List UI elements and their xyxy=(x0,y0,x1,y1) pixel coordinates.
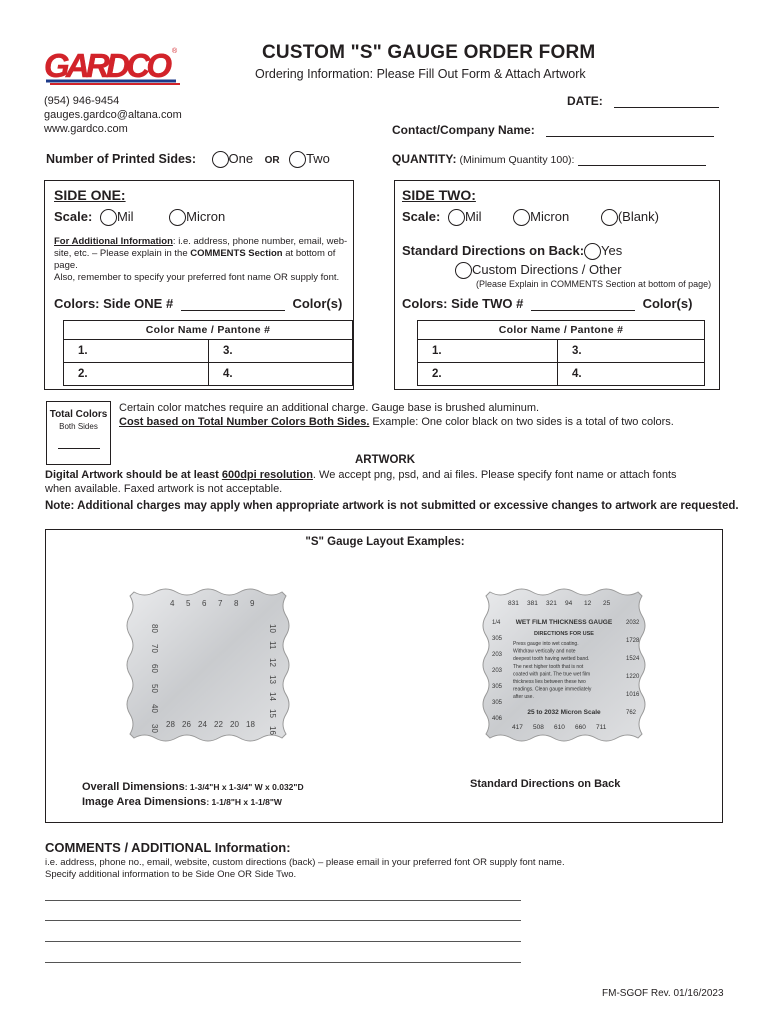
side-two-blank-radio[interactable] xyxy=(601,209,618,226)
mil-label: Mil xyxy=(464,209,482,224)
quantity-label: QUANTITY: xyxy=(392,152,457,166)
sides-two-radio[interactable] xyxy=(289,151,306,168)
color-cell[interactable]: 2. xyxy=(418,363,558,386)
page-subtitle: Ordering Information: Please Fill Out Form & Attach Artwork xyxy=(255,67,586,81)
side-two-colors-row xyxy=(402,296,692,311)
company-field[interactable] xyxy=(546,125,714,137)
gauge-example-side-two xyxy=(478,584,650,746)
gauge2-direction-line: Press gauge into wet coating. xyxy=(513,641,579,647)
side-two-title: SIDE TWO: xyxy=(402,187,476,203)
gauge2-bottom-tick: 660 xyxy=(575,724,586,731)
gauge1-right-tick: 10 xyxy=(268,624,277,633)
website: www.gardco.com xyxy=(44,123,128,135)
gauge1-left-tick: 40 xyxy=(150,704,159,713)
directions-yes-label: Yes xyxy=(601,243,623,258)
gauge1-top-tick: 6 xyxy=(202,599,207,608)
gauge2-direction-line: The next higher tooth that is not xyxy=(513,663,584,670)
side-two-micron-radio[interactable] xyxy=(513,209,530,226)
email: gauges.gardco@altana.com xyxy=(44,109,182,121)
colors-suffix: Color(s) xyxy=(292,296,343,311)
side-one-title: SIDE ONE: xyxy=(54,187,126,203)
quantity-row xyxy=(392,152,706,166)
gauge2-right-tick: 1016 xyxy=(626,692,640,698)
gauge2-top-tick: 321 xyxy=(546,600,557,607)
total-colors-field[interactable] xyxy=(58,431,100,449)
gauge2-top-tick: 831 xyxy=(508,600,519,607)
comments-line-field[interactable] xyxy=(45,900,521,901)
gauge1-bottom-tick: 18 xyxy=(246,720,255,729)
side-one-info xyxy=(54,236,354,284)
custom-directions-row xyxy=(455,262,622,279)
comments-title: COMMENTS / ADDITIONAL Information: xyxy=(45,840,291,855)
gauge2-left-tick: 203 xyxy=(492,652,503,658)
side-one-scale xyxy=(54,209,225,226)
side-two-colors-field[interactable] xyxy=(531,299,635,311)
gauge1-left-tick: 30 xyxy=(150,724,159,733)
side-two-scale xyxy=(402,209,659,226)
gauge2-direction-line: after use. xyxy=(513,694,534,701)
gauge2-right-tick: 1524 xyxy=(626,656,640,662)
color-cell[interactable]: 3. xyxy=(558,340,705,363)
scale-label: Scale: xyxy=(54,209,93,224)
gauge1-right-tick: 15 xyxy=(268,709,277,718)
gauge2-direction-line: readings. Clean gauge immediately xyxy=(513,686,592,693)
gauge1-bottom-tick: 20 xyxy=(230,720,239,729)
gauge-example-side-one xyxy=(122,584,294,746)
gauge2-subtitle: DIRECTIONS FOR USE xyxy=(534,631,594,637)
gauge2-bottom-tick: 508 xyxy=(533,724,544,731)
comments-help xyxy=(45,857,565,881)
sides-one-label: One xyxy=(228,151,254,166)
gauge1-top-tick: 4 xyxy=(170,599,175,608)
gauge2-direction-line: deepest tooth having wetted band. xyxy=(513,656,590,663)
artwork-resolution: 600dpi resolution xyxy=(221,469,313,481)
gauge2-top-tick: 25 xyxy=(603,600,611,607)
gauge1-left-tick: 70 xyxy=(150,644,159,653)
gauge1-top-tick: 5 xyxy=(186,599,191,608)
gauge1-right-tick: 13 xyxy=(268,675,277,684)
gardco-logo xyxy=(42,45,180,91)
gauge1-top-tick: 9 xyxy=(250,599,255,608)
artwork-heading: ARTWORK xyxy=(354,454,416,466)
comments-line-field[interactable] xyxy=(45,920,521,921)
info-text-2a: site, etc. – Please explain in the xyxy=(54,248,191,259)
gauge2-right-tick: 762 xyxy=(626,710,637,716)
color-cell[interactable]: 4. xyxy=(209,363,353,386)
sides-row xyxy=(46,151,330,168)
standard-directions-caption: Standard Directions on Back xyxy=(470,778,621,790)
artwork-line1-bold: Digital Artwork should be at least xyxy=(45,469,222,481)
sides-one-radio[interactable] xyxy=(212,151,229,168)
color-cell[interactable]: 2. xyxy=(64,363,209,386)
gauge1-top-tick: 8 xyxy=(234,599,239,608)
directions-label: Standard Directions on Back: xyxy=(402,243,585,258)
colors-label: Colors: Side TWO # xyxy=(402,296,524,311)
gauge2-direction-line: thickness lies between these two xyxy=(513,679,586,685)
gauge2-left-tick: 305 xyxy=(492,700,503,706)
info-text-2c: at bottom of page. xyxy=(54,248,336,271)
gauge2-left-tick: 203 xyxy=(492,668,503,674)
gauge1-bottom-tick: 22 xyxy=(214,720,223,729)
comments-line1: i.e. address, phone no., email, website, custom directions (back) – please email in your preferred font OR supply font name. xyxy=(45,857,565,868)
form-revision: FM-SGOF Rev. 01/16/2023 xyxy=(602,988,724,999)
quantity-note: (Minimum Quantity 100): xyxy=(459,154,575,166)
overall-dimensions-value: : 1-3/4"H x 1-3/4" W x 0.032"D xyxy=(184,782,304,792)
total-colors-text xyxy=(119,401,674,429)
gauge1-right-tick: 11 xyxy=(268,641,277,650)
sides-two-label: Two xyxy=(306,151,330,166)
registered-mark: ® xyxy=(172,48,178,55)
color-cell[interactable]: 1. xyxy=(64,340,209,363)
directions-yes-radio[interactable] xyxy=(584,243,601,260)
color-cell[interactable]: 4. xyxy=(558,363,705,386)
image-area-value: : 1-1/8"H x 1-1/8"W xyxy=(206,797,282,807)
total-colors-line2-rest: Example: One color black on two sides is a total of two colors. xyxy=(369,416,674,428)
gauge2-bottom-tick: 417 xyxy=(512,724,523,731)
gauge2-right-tick: 1728 xyxy=(626,638,640,644)
phone: (954) 946-9454 xyxy=(44,95,120,107)
gauge2-top-tick: 94 xyxy=(565,600,573,607)
color-cell[interactable]: 3. xyxy=(209,340,353,363)
total-colors-label: Total Colors xyxy=(49,409,108,420)
gauge1-left-tick: 80 xyxy=(150,624,159,633)
micron-label: Micron xyxy=(530,209,570,224)
blank-label: (Blank) xyxy=(617,209,659,224)
colors-label: Colors: Side ONE # xyxy=(54,296,174,311)
gauge1-left-tick: 60 xyxy=(150,664,159,673)
side-one-colors-row xyxy=(54,296,342,311)
info-text-3: Also, remember to specify your preferred font name OR supply font. xyxy=(54,272,340,283)
artwork-line1-rest: . We accept png, psd, and ai files. Please specify font name or attach fonts xyxy=(312,469,677,481)
directions-custom-radio[interactable] xyxy=(455,262,472,279)
gauge2-bottom-tick: 711 xyxy=(596,724,607,731)
colors-suffix: Color(s) xyxy=(642,296,693,311)
side-one-micron-radio[interactable] xyxy=(169,209,186,226)
gauge2-bottom-tick: 610 xyxy=(554,724,565,731)
artwork-note: Note: Additional charges may apply when appropriate artwork is not submitted or excessive changes to artwork are requested. xyxy=(45,500,739,512)
artwork-text xyxy=(45,468,735,496)
gauge2-top-tick: 381 xyxy=(527,600,538,607)
total-colors-line1: Certain color matches require an additional charge. Gauge base is brushed aluminum. xyxy=(119,402,540,414)
gauge2-scale: 25 to 2032 Micron Scale xyxy=(527,709,601,716)
side-one-color-table xyxy=(63,320,353,386)
side-two-color-table xyxy=(417,320,705,386)
gauge2-left-tick: 406 xyxy=(492,716,503,722)
gauge1-bottom-tick: 26 xyxy=(182,720,191,729)
info-text: : i.e. address, phone number, email, web- xyxy=(172,236,348,247)
company-row xyxy=(392,123,714,137)
comments-line-field[interactable] xyxy=(45,941,521,942)
info-heading: For Additional Information xyxy=(54,236,173,247)
gauge2-title: WET FILM THICKNESS GAUGE xyxy=(515,619,613,626)
total-colors-line2-bold: Cost based on Total Number Colors Both Sides. xyxy=(119,416,370,428)
gauge2-right-tick: 1220 xyxy=(626,674,640,680)
page-title: CUSTOM "S" GAUGE ORDER FORM xyxy=(262,42,596,63)
info-text-2b: COMMENTS Section xyxy=(190,248,283,259)
examples-title: "S" Gauge Layout Examples: xyxy=(305,536,465,548)
contact-info xyxy=(44,94,182,136)
gauge2-left-tick: 1/4 xyxy=(492,620,501,626)
gauge1-bottom-tick: 24 xyxy=(198,720,207,729)
comments-line2: Specify additional information to be Side One OR Side Two. xyxy=(45,869,297,880)
dimensions xyxy=(82,780,304,810)
gauge1-left-tick: 50 xyxy=(150,684,159,693)
image-area-label: Image Area Dimensions xyxy=(82,796,207,808)
sides-or: OR xyxy=(264,155,280,166)
color-cell[interactable]: 1. xyxy=(418,340,558,363)
mil-label: Mil xyxy=(116,209,134,224)
directions-note: (Please Explain in COMMENTS Section at bottom of page) xyxy=(476,279,712,289)
gauge2-direction-line: coated with paint. The true wet film xyxy=(513,671,591,678)
gauge1-right-tick: 16 xyxy=(268,726,277,735)
gauge2-left-tick: 305 xyxy=(492,684,503,690)
side-one-colors-field[interactable] xyxy=(181,299,285,311)
artwork-line2: when available. Faxed artwork is not acceptable. xyxy=(45,483,283,495)
company-label: Contact/Company Name: xyxy=(392,123,535,137)
date-label: DATE: xyxy=(567,94,603,108)
gauge2-left-tick: 305 xyxy=(492,636,503,642)
gauge1-right-tick: 12 xyxy=(268,658,277,667)
gauge2-direction-line: Withdraw vertically and note xyxy=(513,648,576,655)
gauge2-top-tick: 12 xyxy=(584,600,592,607)
total-colors-sub: Both Sides xyxy=(59,422,98,431)
directions-custom-label: Custom Directions / Other xyxy=(472,262,622,277)
gauge1-top-tick: 7 xyxy=(218,599,223,608)
directions-row xyxy=(402,243,622,260)
color-table-header: Color Name / Pantone # xyxy=(64,321,353,340)
comments-line-field[interactable] xyxy=(45,962,521,963)
side-one-mil-radio[interactable] xyxy=(100,209,117,226)
date-row xyxy=(567,94,719,108)
overall-dimensions-label: Overall Dimensions xyxy=(82,781,185,793)
gauge1-right-tick: 14 xyxy=(268,692,277,701)
side-two-mil-radio[interactable] xyxy=(448,209,465,226)
gauge2-right-tick: 2032 xyxy=(626,620,640,626)
color-table-header: Color Name / Pantone # xyxy=(418,321,705,340)
sides-label: Number of Printed Sides: xyxy=(46,152,197,166)
logo-wordmark: GARDCO xyxy=(44,47,172,84)
gauge1-bottom-tick: 28 xyxy=(166,720,175,729)
scale-label: Scale: xyxy=(402,209,441,224)
date-field[interactable] xyxy=(614,96,719,108)
micron-label: Micron xyxy=(186,209,226,224)
quantity-field[interactable] xyxy=(578,154,706,166)
